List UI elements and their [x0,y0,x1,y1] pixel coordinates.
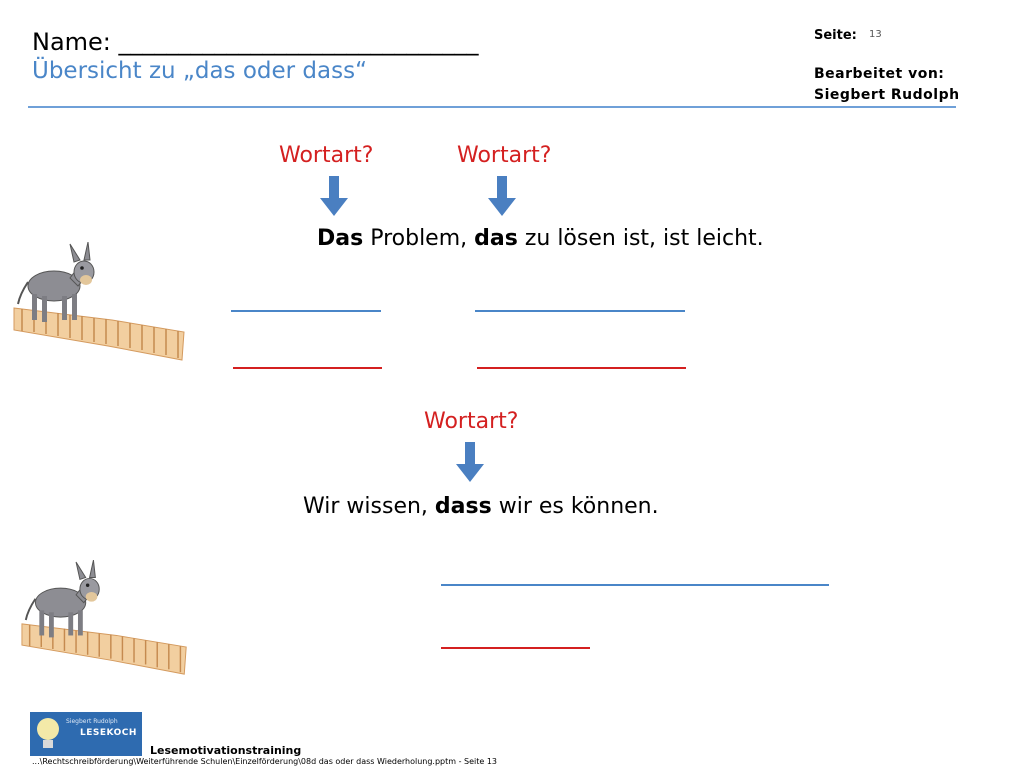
page-number-label: Seite: [814,28,857,43]
answer-blank-blue[interactable] [475,310,685,312]
name-field-line: Name: ______________________________ [32,28,479,56]
answer-blank-red[interactable] [441,647,590,649]
lightbulb-logo [34,716,62,752]
answer-blank-red[interactable] [477,367,686,369]
answer-blank-blue[interactable] [441,584,829,586]
highlighted-word: Das [317,226,364,251]
down-arrow-icon [320,176,348,216]
donkey-on-bridge-illustration [20,558,192,686]
sentence-text: Problem, [363,226,475,251]
down-arrow-icon [488,176,516,216]
sentence-text: zu lösen ist, ist leicht. [517,226,764,251]
word-type-question-left: Wortart? [279,143,374,168]
highlighted-word: das [474,226,518,251]
sentence-text: wir es können. [491,494,659,519]
page-title: Übersicht zu „das oder dass“ [32,58,367,84]
header-divider [28,106,956,108]
sentence-text: Wir wissen, [303,494,435,519]
lesekoch-logo [30,712,142,756]
edited-by-name: Siegbert Rudolph [814,87,960,103]
example-sentence-2 [303,494,659,519]
footer-file-path: ...\Rechtschreibförderung\Weiterführende Schulen\Einzelförderung\08d das oder dass Wiederholung.pptm - Seite 13 [32,757,498,766]
word-type-question: Wortart? [424,409,519,434]
down-arrow-icon [456,442,484,482]
page-number-value: 13 [869,29,882,40]
logo-brand: LESEKOCH [80,728,137,738]
word-type-question-right: Wortart? [457,143,552,168]
highlighted-word: dass [434,494,492,519]
donkey-on-bridge-illustration [12,242,190,370]
example-sentence-1 [317,226,764,251]
answer-blank-blue[interactable] [231,310,381,312]
footer-title: Lesemotivationstraining [150,744,302,757]
edited-by-label: Bearbeitet von: [814,66,945,82]
answer-blank-red[interactable] [233,367,382,369]
logo-author: Siegbert Rudolph [66,718,118,725]
